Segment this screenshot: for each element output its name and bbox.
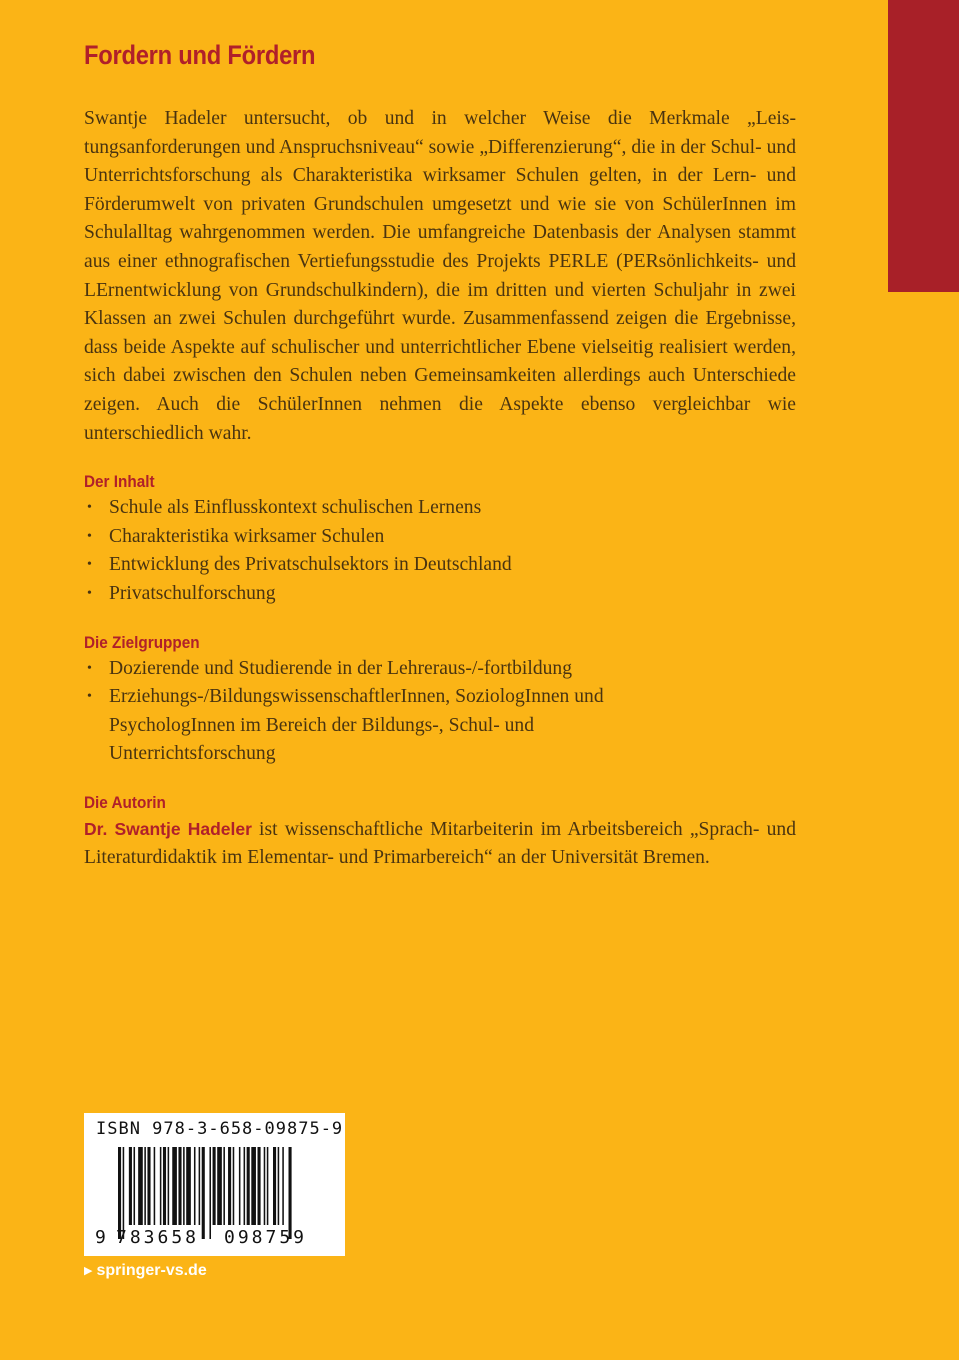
barcode-bar: [202, 1147, 205, 1239]
barcode-bar: [199, 1147, 201, 1225]
author-description: ist wissenschaftliche Mitarbeiterin im Arbeitsbereich „Sprach- und Literaturdidaktik im Elementar- und Primarbereich“ an der Universität Bremen.: [84, 818, 796, 869]
page-title: Fordern und Fördern: [84, 40, 316, 70]
section-heading-inhalt: Der Inhalt: [84, 472, 155, 492]
barcode-bar: [160, 1147, 162, 1225]
barcode-bar: [244, 1147, 246, 1225]
list-item: • Entwicklung des Privatschulsektors in Deutschland: [84, 551, 796, 580]
red-corner-tab: [888, 0, 959, 292]
barcode-bar: [278, 1147, 280, 1225]
barcode-bar: [209, 1147, 211, 1239]
barcode-bar: [273, 1147, 276, 1225]
barcode-bar: [134, 1147, 136, 1225]
barcode-bar: [247, 1147, 250, 1225]
bullet-icon: •: [87, 689, 92, 705]
barcode-bar: [228, 1147, 231, 1225]
barcode-bar: [251, 1147, 256, 1225]
play-arrow-icon: ▶: [84, 1265, 93, 1277]
list-item: • Privatschulforschung: [84, 580, 796, 609]
barcode-bar: [118, 1147, 121, 1239]
barcode-bar: [172, 1147, 177, 1225]
barcode-bar: [178, 1147, 181, 1225]
bullet-icon: •: [87, 585, 92, 601]
bullet-icon: •: [87, 528, 92, 544]
inhalt-list: [84, 494, 796, 608]
barcode-bar: [264, 1147, 266, 1225]
barcode-bar: [163, 1147, 166, 1225]
zielgruppen-list: [84, 655, 796, 769]
barcode-bar: [233, 1147, 235, 1225]
barcode-bar: [217, 1147, 222, 1225]
barcode-bar: [123, 1147, 125, 1239]
list-item: • Erziehungs-/BildungswissenschaftlerInnen, SoziologInnen und PsychologInnen im Bereich der Bildungs-, Schul- und Unterrichtsforschung: [84, 683, 796, 769]
barcode-bar: [154, 1147, 156, 1225]
abstract-text: Swantje Hadeler untersucht, ob und in welcher Weise die Merkmale „Leistungsanforderungen und Anspruchsniveau“ sowie „Differenzierung“, die in der Schul- und Unterrichtsforschung als Charakteristika wirksamer Schulen gelten, in der Lern- und Förderumwelt von privaten Grundschulen umgesetzt und wie sie von SchülerInnen im Schulalltag wahrgenommen werden. Die umfangreiche Datenbasis der Analysen stammt aus einer ethnografischen Vertiefungsstudie des Projekts PERLE (PERsönlichkeits- und LErnentwicklung von Grundschulkindern), die im dritten und vierten Schuljahr in zwei Klassen an zwei Schulen durchgeführt wurde. Zusammenfassend zeigen die Ergebnisse, dass beide Aspekte auf schulischer und unterrichtlicher Ebene vielseitig realisiert werden, sich dabei zwischen den Schulen neben Gemeinsamkeiten allerdings auch Unterschiede zeigen. Auch die SchülerInnen nehmen die Aspekte ebenso vergleichbar wie unterschiedlich wahr.: [84, 108, 796, 444]
bullet-icon: •: [87, 660, 92, 676]
barcode-digit-first: 9: [95, 1227, 106, 1248]
isbn-barcode: [84, 1113, 345, 1256]
back-cover-content: [84, 40, 796, 873]
barcode-bar: [223, 1147, 225, 1225]
barcode-bar: [239, 1147, 241, 1225]
barcode-graphic: [84, 1113, 345, 1256]
barcode-digits-right: 098759: [224, 1227, 308, 1248]
author-name: Dr. Swantje Hadeler: [84, 818, 252, 839]
barcode-bar: [147, 1147, 150, 1225]
barcode-bar: [258, 1147, 261, 1225]
barcode-bar: [138, 1147, 143, 1225]
list-item: • Schule als Einflusskontext schulischen Lernens: [84, 494, 796, 523]
bullet-icon: •: [87, 500, 92, 516]
barcode-bar: [267, 1147, 269, 1225]
barcode-bar: [183, 1147, 185, 1225]
barcode-bar: [168, 1147, 170, 1225]
barcode-bar: [289, 1147, 292, 1239]
bullet-icon: •: [87, 557, 92, 573]
barcode-digits-left: 783658: [116, 1227, 200, 1248]
barcode-bar: [186, 1147, 191, 1225]
list-item: • Charakteristika wirksamer Schulen: [84, 523, 796, 552]
barcode-bar: [213, 1147, 216, 1225]
barcode-bar: [129, 1147, 132, 1225]
list-item: • Dozierende und Studierende in der Lehreraus-/-fortbildung: [84, 655, 796, 684]
barcode-bar: [144, 1147, 146, 1225]
isbn-label: ISBN 978-3-658-09875-9: [96, 1119, 344, 1139]
barcode-bar: [282, 1147, 284, 1225]
author-bio: [84, 815, 796, 873]
section-heading-autorin: Die Autorin: [84, 792, 166, 812]
publisher-link[interactable]: ▶ springer-vs.de: [84, 1262, 207, 1279]
section-heading-zielgruppen: Die Zielgruppen: [84, 632, 200, 652]
barcode-bar: [194, 1147, 196, 1225]
